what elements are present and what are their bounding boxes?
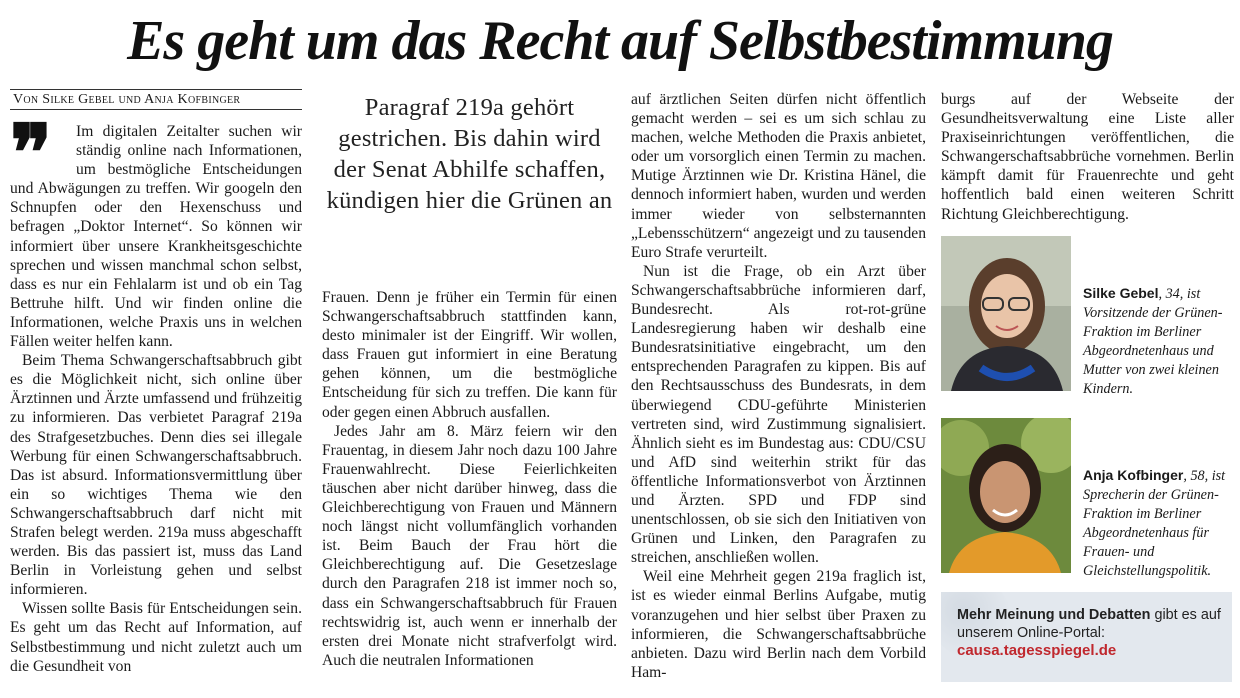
headline: Es geht um das Recht auf Selbstbestimmung (127, 10, 1113, 72)
author-caption-anja-kofbinger: Anja Kofbinger, 58, ist Sprecherin der Grünen-Fraktion im Berliner Abgeordnetenhaus für Frauen- und Gleichstellungspolitik. (1083, 467, 1226, 579)
promo-link[interactable]: causa.tagesspiegel.de (957, 642, 1117, 659)
pull-quote: Paragraf 219a gehört gestrichen. Bis dahin wird der Senat Abhilfe schaffen, kündigen hier die Grünen an (326, 94, 613, 214)
author-photo-anja-kofbinger (941, 418, 1071, 573)
paragraph: ❞ Im digitalen Zeitalter suchen wir ständig online nach Informationen, um bestmögliche Entscheidungen und Abwägungen zu treffen. Wir googeln den Schnupfen oder den Hexenschuss und befragen „Doktor Internet“. So können wir informiert über unsere Krankheitsgeschichte sprechen und wissen manchmal schon selbst, dass es nur ein Fehlalarm ist und ob ein Tag Bettruhe hilft. Und wir finden online die Informationen, welche Praxis uns in welchen Fällen weiter helfen kann. (10, 110, 302, 351)
portrait-silke-icon (941, 236, 1071, 391)
article-column-2 (322, 92, 617, 670)
article-column-1 (10, 89, 302, 676)
quote-mark-icon: ❞ (10, 110, 52, 197)
paragraph: Jedes Jahr am 8. März feiern wir den Frauentag, in diesem Jahr noch dazu 100 Jahre Frauenwahlrecht. Diese Feierlichkeiten täuschen aber nicht darüber hinweg, dass die Gleichberechtigung von Frauen und Männern noch längst nicht vollumfänglich vorhanden ist. Beim Bauch der Frau hört die Gleichberechtigung auf. Die Gesetzeslage durch den Paragrafen 218 ist immer noch so, dass ein Schwangerschaftsabbruch für Frauen rechtswidrig ist, auch wenn er innerhalb der ersten drei Monate nicht strafverfolgt wird. Auch die neutralen Informationen (322, 422, 617, 669)
article-column-4 (941, 90, 1234, 224)
paragraph: Weil eine Mehrheit gegen 219a fraglich ist, ist es wieder einmal Berlins Aufgabe, mutig voranzugehen und hier selbst über Praxen zu informieren, die Schwangerschaftsabbrüche anbieten. Dazu wird Berlin nach dem Vorbild Ham- (631, 568, 926, 681)
paragraph: Frauen. Denn je früher ein Termin für einen Schwangerschaftsabbruch stattfinden kann, desto minimaler ist der Eingriff. Wir wollen, dass Frauen gut informiert in eine Beratung gehen können, um die bestmögliche Entscheidung für sich zu treffen. Die kann für oder gegen einen Abbruch ausfallen. (322, 289, 617, 421)
author-photo-silke-gebel (941, 236, 1071, 391)
author-caption-silke-gebel: Silke Gebel, 34, ist Vorsitzende der Grünen-Fraktion im Berliner Abgeordnetenhaus und Mutter von zwei kleinen Kindern. (1083, 285, 1223, 397)
portrait-anja-icon (941, 418, 1071, 573)
promo-box (941, 592, 1232, 682)
paragraph: Beim Thema Schwangerschaftsabbruch gibt es die Möglichkeit nicht, sich online über Ärztinnen und Ärzte umfassend und frühzeitig zu informieren. Das verbietet Paragraf 219a des Strafgesetzbuches. Denn dies sei illegale Werbung für einen Schwangerschaftsabbruch. Das ist absurd. Informationsvermittlung über ein so wichtiges Thema wie den Schwangerschaftsabbruch darf nicht mit Strafen belegt werden. 219a muss abgeschafft werden. Bis das passiert ist, muss das Land Berlin in Vorleistung gehen und selbst informieren. (10, 352, 302, 599)
promo-text: gibt es auf unserem Online-Portal: (957, 607, 1221, 641)
promo-title: Mehr Meinung und Debatten (957, 607, 1151, 623)
paragraph: Wissen sollte Basis für Entscheidungen sein. Es geht um das Recht auf Information, auf Selbstbestimmung und nicht zuletzt auch um die Gesundheit von (10, 600, 302, 675)
article-column-3 (631, 90, 926, 682)
byline: Von Silke Gebel und Anja Kofbinger (10, 89, 302, 110)
paragraph: burgs auf der Webseite der Gesundheitsverwaltung eine Liste aller Praxiseinrichtungen veröffentlichen, die Schwangerschaftsabbrüche vornehmen. Berlin kämpft damit für Frauenrechte und geht hoffentlich bald einen weiteren Schritt Richtung Gleichberechtigung. (941, 91, 1234, 223)
paragraph: auf ärztlichen Seiten dürfen nicht öffentlich gemacht werden – sei es um sich schlau zu machen, welche Methoden die Praxis anbietet, oder um vorsorglich einen Termin zu machen. Mutige Ärztinnen wie Dr. Kristina Hänel, die dennoch informiert haben, wurden und werden immer wieder von selbsternannten „Lebensschützern“ angezeigt und zu tausenden Euro Strafe verurteilt. (631, 91, 926, 261)
paragraph: Nun ist die Frage, ob ein Arzt über Schwangerschaftsabbrüche informieren darf, Bundesrecht. Als rot-rot-grüne Landesregierung haben wir deshalb eine Bundesratsinitiative eingebracht, um den entsprechenden Paragrafen zu kippen. Bis auf den Rechtsausschuss des Bundesrats, in dem überwiegend CDU-geführte Ministerien vertreten sind, wird Zustimmung signalisiert. Ähnlich sieht es im Bundestag aus: CDU/CSU und AfD sind weiterhin strikt für das öffentliche Informationsverbot von Ärztinnen und Ärzten. SPD und FDP sind unentschlossen, ob sie sich den Initiativen von Grünen und Linken, den Paragrafen zu streichen, anschließen wollen. (631, 262, 926, 567)
